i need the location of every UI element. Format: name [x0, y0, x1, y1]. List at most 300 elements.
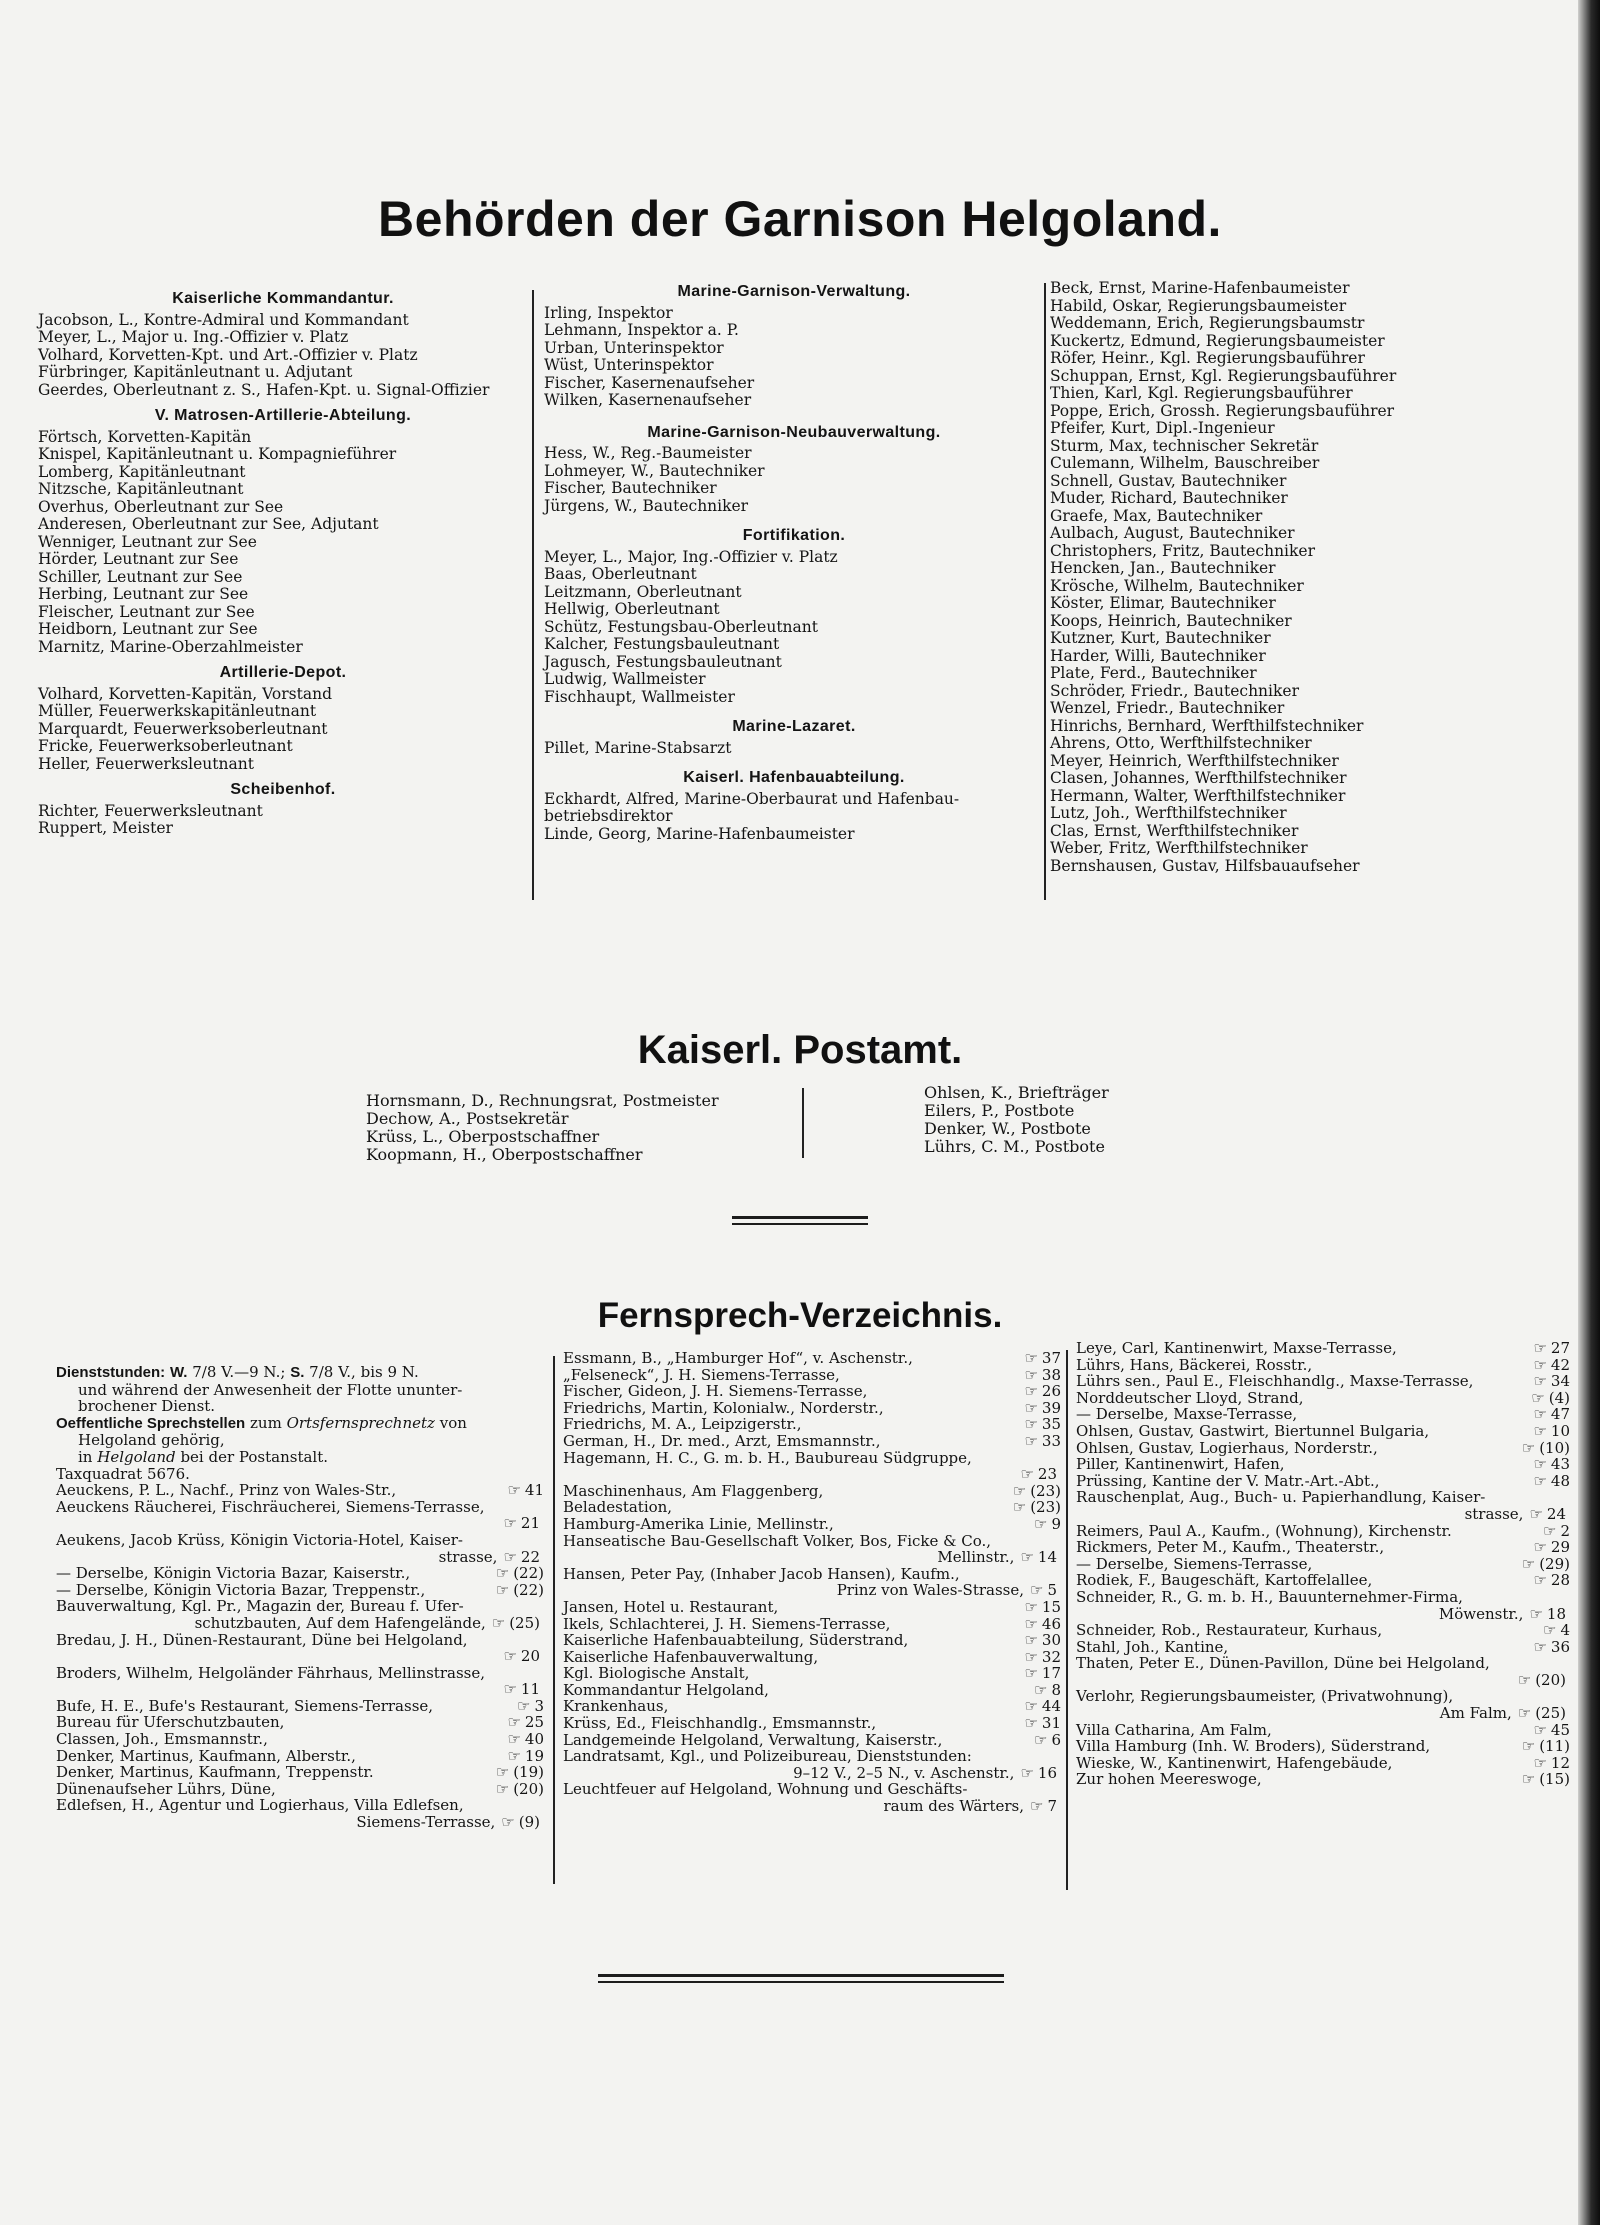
list-item: Overhus, Oberleutnant zur See	[38, 497, 284, 516]
list-item: Wüst, Unterinspektor	[544, 356, 714, 374]
phone-number	[1028, 1732, 1061, 1749]
phone-entry	[1076, 1523, 1570, 1540]
phone-entry-text: Piller, Kantinenwirt, Hafen,	[1076, 1455, 1285, 1474]
column-1	[38, 290, 528, 838]
list-item: Hinrichs, Bernhard, Werfthilfstechniker	[1050, 716, 1364, 735]
divider-rule-lower	[598, 1974, 1004, 1977]
sprechstellen-end: von	[439, 1413, 467, 1432]
phone-entry	[563, 1416, 1061, 1433]
phone-entry-text: — Derselbe, Maxse-Terrasse,	[1076, 1405, 1298, 1424]
list-item: Jacobson, L., Kontre-Admiral und Kommandant	[38, 310, 409, 329]
column-3	[1050, 280, 1550, 875]
phone-number-value: 25	[524, 1713, 544, 1732]
phone-entry	[1076, 1373, 1570, 1390]
phone-number	[1018, 1416, 1061, 1433]
list-item: Ohlsen, K., Briefträger	[924, 1083, 1109, 1102]
list-item: Bernshausen, Gustav, Hilfsbauaufseher	[1050, 856, 1360, 875]
phone-entry	[563, 1682, 1061, 1699]
list-kommandantur	[38, 312, 528, 400]
phone-hand-icon: ☞	[1024, 1714, 1038, 1733]
list-item: Koops, Heinrich, Bautechniker	[1050, 611, 1292, 630]
phone-number	[497, 1514, 540, 1532]
list-item: Aulbach, August, Bautechniker	[1050, 524, 1295, 542]
sprechstellen-in: in	[78, 1447, 93, 1466]
phone-entry-text: Thaten, Peter E., Dünen-Pavillon, Düne bei Helgoland,	[1076, 1654, 1490, 1673]
phone-entry-text: Landgemeinde Helgoland, Verwaltung, Kaiserstr.,	[563, 1730, 943, 1749]
list-item: Jürgens, W., Bautechniker	[544, 496, 749, 515]
list-item: Thien, Karl, Kgl. Regierungsbauführer	[1050, 384, 1353, 402]
dienststunden-w: W.	[169, 1364, 188, 1381]
phone-number	[501, 1731, 544, 1748]
sprechstellen-cont-2	[56, 1449, 544, 1466]
phone-number	[1527, 1722, 1570, 1739]
heading-kommandantur: Kaiserliche Kommandantur.	[172, 290, 394, 307]
phone-entry-text: Schneider, Rob., Restaurateur, Kurhaus,	[1076, 1621, 1383, 1640]
list-item: Lehmann, Inspektor a. P.	[544, 321, 739, 339]
list-item: Hess, W., Reg.-Baumeister	[544, 444, 752, 462]
phone-hand-icon: ☞	[1533, 1471, 1547, 1490]
phone-entry-text: Kaiserliche Hafenbauabteilung, Süderstrand,	[563, 1631, 909, 1650]
list-item: Fricke, Feuerwerksoberleutnant	[38, 737, 293, 755]
sprechstellen-mid: zum	[250, 1413, 282, 1432]
list-item: Heidborn, Leutnant zur See	[38, 620, 258, 638]
phone-number-value: 24	[1546, 1504, 1566, 1523]
phone-hand-icon: ☞	[503, 1547, 517, 1566]
dienststunden-s: S.	[290, 1364, 305, 1381]
phone-entry	[563, 1599, 1061, 1616]
list-item: Hörder, Leutnant zur See	[38, 550, 239, 568]
phone-number	[490, 1764, 544, 1781]
phone-hand-icon: ☞	[1533, 1421, 1547, 1440]
phone-hand-icon: ☞	[1024, 1664, 1038, 1683]
phone-hand-icon: ☞	[1521, 1438, 1536, 1457]
phone-entry	[56, 1549, 544, 1566]
phone-entry	[1076, 1738, 1570, 1755]
phone-number	[1516, 1771, 1570, 1788]
phone-hand-icon: ☞	[1517, 1704, 1532, 1723]
phone-hand-icon: ☞	[503, 1514, 517, 1533]
phone-hand-icon: ☞	[1012, 1481, 1027, 1500]
phone-entry-text: Aeuckens Räucherei, Fischräucherei, Siemens-Terrasse,	[56, 1497, 485, 1516]
list-item: Dechow, A., Postsekretär	[366, 1109, 569, 1128]
fernsprech-title: Fernsprech-Verzeichnis.	[597, 1296, 1003, 1335]
list-postamt-left	[366, 1092, 786, 1164]
phone-hand-icon: ☞	[507, 1713, 521, 1732]
list-item: Krüss, L., Oberpostschaffner	[366, 1127, 600, 1146]
list-item: Meyer, Heinrich, Werfthilfstechniker	[1050, 751, 1339, 770]
phone-entry-text: Hansen, Peter Pay, (Inhaber Jacob Hansen), Kaufm.,	[563, 1564, 960, 1583]
divider-rule-upper-2	[732, 1223, 868, 1225]
phone-entry-text: Edlefsen, H., Agentur und Logierhaus, Villa Edlefsen,	[56, 1796, 464, 1815]
phone-hand-icon: ☞	[1024, 1365, 1038, 1384]
phone-hand-icon: ☞	[1533, 1455, 1547, 1474]
phone-entry	[56, 1764, 544, 1781]
phone-number	[1512, 1671, 1566, 1689]
phone-entry	[56, 1665, 544, 1682]
phone-number	[1527, 1539, 1570, 1556]
sprechstellen-label: Oeffentliche Sprechstellen	[56, 1414, 246, 1432]
phone-number-value: (11)	[1539, 1737, 1570, 1756]
phone-entry	[56, 1499, 544, 1516]
phone-list-2	[563, 1350, 1061, 1815]
fernsprech-column-1	[56, 1364, 544, 1831]
list-hafenbau-staff	[1050, 280, 1550, 875]
phone-entry	[56, 1814, 544, 1831]
list-item: Clas, Ernst, Werfthilfstechniker	[1050, 821, 1299, 840]
list-item: Ruppert, Meister	[38, 819, 173, 837]
phone-number	[1018, 1616, 1061, 1633]
list-item: Schuppan, Ernst, Kgl. Regierungsbauführer	[1050, 366, 1397, 385]
list-item: Kuckertz, Edmund, Regierungsbaumeister	[1050, 331, 1385, 350]
phone-entry	[56, 1632, 544, 1649]
phone-hand-icon: ☞	[1020, 1465, 1034, 1484]
phone-entry	[56, 1582, 544, 1599]
phone-number-value: (23)	[1030, 1498, 1061, 1517]
phone-entry	[1076, 1440, 1570, 1457]
phone-entry-text: Lührs, Hans, Bäckerei, Rosstr.,	[1076, 1355, 1313, 1374]
list-item: Hellwig, Oberleutnant	[544, 600, 720, 618]
phone-entry-text: „Felseneck“, J. H. Siemens-Terrasse,	[563, 1365, 840, 1384]
sprechstellen-line	[56, 1415, 544, 1433]
phone-number	[1024, 1581, 1057, 1599]
phone-entry	[563, 1566, 1061, 1583]
phone-entry-text: Bufe, H. E., Bufe's Restaurant, Siemens-Terrasse,	[56, 1696, 434, 1715]
phone-entry-text: Hamburg-Amerika Linie, Mellinstr.,	[563, 1514, 834, 1533]
list-item: Fischer, Bautechniker	[544, 479, 717, 497]
phone-number	[1014, 1548, 1057, 1566]
phone-number-value: 43	[1550, 1455, 1570, 1474]
list-item: Hencken, Jan., Bautechniker	[1050, 559, 1276, 577]
divider-rule-lower-2	[598, 1981, 1004, 1983]
phone-number-value: 9	[1051, 1514, 1061, 1533]
phone-number	[1523, 1605, 1566, 1623]
list-scheibenhof	[38, 803, 528, 838]
phone-entry	[56, 1615, 544, 1632]
phone-entry-text: Denker, Martinus, Kaufmann, Treppenstr.	[56, 1763, 374, 1782]
list-matrosen-artillerie	[38, 429, 528, 657]
phone-entry-text: Beladestation,	[563, 1498, 673, 1517]
phone-number-value: 21	[520, 1514, 540, 1533]
phone-number-value: (25)	[1535, 1704, 1566, 1723]
phone-entry	[563, 1765, 1061, 1782]
phone-entry-text: Rodiek, F., Baugeschäft, Kartoffelallee,	[1076, 1571, 1373, 1590]
phone-entry-text: Villa Hamburg (Inh. W. Broders), Süderstrand,	[1076, 1737, 1431, 1756]
phone-entry-text: strasse,	[438, 1547, 498, 1566]
phone-number	[1527, 1639, 1570, 1656]
phone-number	[1527, 1406, 1570, 1423]
list-item: Volhard, Korvetten-Kpt. und Art.-Offizier v. Platz	[38, 345, 418, 364]
phone-number	[1018, 1632, 1061, 1649]
phone-number-value: (4)	[1548, 1388, 1570, 1407]
column-divider-1	[532, 290, 534, 900]
scan-edge-shadow	[1578, 0, 1600, 2225]
phone-number	[511, 1698, 544, 1715]
postamt-left	[366, 1092, 786, 1164]
phone-hand-icon: ☞	[1533, 1339, 1547, 1357]
list-item: Ahrens, Otto, Werfthilfstechniker	[1050, 734, 1312, 752]
phone-entry	[1076, 1622, 1570, 1639]
list-item: Herbing, Leutnant zur See	[38, 585, 249, 603]
phone-entry	[563, 1383, 1061, 1400]
phone-number-value: 16	[1037, 1763, 1057, 1782]
phone-number-value: 47	[1550, 1405, 1570, 1424]
phone-number	[1516, 1738, 1570, 1755]
phone-entry-text: Ohlsen, Gustav, Logierhaus, Norderstr.,	[1076, 1438, 1378, 1457]
phone-hand-icon: ☞	[1030, 1581, 1044, 1600]
phone-entry-text: German, H., Dr. med., Arzt, Emsmannstr.,	[563, 1431, 881, 1450]
list-item: Culemann, Wilhelm, Bauschreiber	[1050, 454, 1320, 472]
phone-entry-text: Kaiserliche Hafenbauverwaltung,	[563, 1647, 819, 1666]
phone-entry	[56, 1681, 544, 1698]
list-item: Weddemann, Erich, Regierungsbaumstr	[1050, 314, 1365, 332]
phone-number-value: 28	[1550, 1571, 1570, 1590]
phone-number	[1527, 1373, 1570, 1390]
list-item: Koopmann, H., Oberpostschaffner	[366, 1145, 643, 1164]
phone-entry-text: — Derselbe, Siemens-Terrasse,	[1076, 1554, 1313, 1573]
phone-entry-text: Leye, Carl, Kantinenwirt, Maxse-Terrasse,	[1076, 1339, 1397, 1357]
list-item: Weber, Fritz, Werfthilfstechniker	[1050, 839, 1308, 857]
phone-entry-text: Stahl, Joh., Kantine,	[1076, 1637, 1229, 1656]
sprechstellen-netz: Ortsfernsprechnetz	[286, 1413, 435, 1432]
fernsprech-divider-2	[1066, 1350, 1068, 1890]
phone-hand-icon: ☞	[517, 1696, 531, 1715]
list-postamt-right	[924, 1084, 1244, 1156]
phone-hand-icon: ☞	[1521, 1554, 1536, 1573]
heading-artillerie-depot: Artillerie-Depot.	[219, 664, 347, 681]
phone-entry	[56, 1515, 544, 1532]
phone-hand-icon: ☞	[1020, 1763, 1034, 1782]
phone-entry	[563, 1483, 1061, 1500]
list-item: Schröder, Friedr., Bautechniker	[1050, 681, 1299, 700]
phone-entry-text: Landratsamt, Kgl., und Polizeibureau, Dienststunden:	[563, 1747, 972, 1766]
dienststunden-s-text: 7/8 V., bis 9 N.	[309, 1363, 419, 1381]
phone-entry	[56, 1714, 544, 1731]
phone-number	[1537, 1523, 1570, 1540]
phone-number-value: (22)	[513, 1564, 544, 1583]
phone-number-value: (20)	[1535, 1670, 1566, 1689]
phone-hand-icon: ☞	[495, 1779, 510, 1798]
phone-number	[1018, 1367, 1061, 1384]
phone-entry	[563, 1698, 1061, 1715]
phone-entry-text: Reimers, Paul A., Kaufm., (Wohnung), Kirchenstr.	[1076, 1521, 1452, 1540]
list-item: Fleischer, Leutnant zur See	[38, 602, 255, 621]
dienststunden-cont-2: brochener Dienst.	[78, 1397, 216, 1416]
phone-entry	[1076, 1556, 1570, 1573]
phone-entry	[1076, 1589, 1570, 1606]
phone-number	[501, 1714, 544, 1731]
list-item: Schiller, Leutnant zur See	[38, 567, 243, 586]
list-item: Beck, Ernst, Marine-Hafenbaumeister	[1050, 279, 1350, 297]
phone-number	[1024, 1797, 1057, 1815]
taxquadrat: Taxquadrat 5676.	[56, 1464, 190, 1483]
phone-entry	[563, 1748, 1061, 1765]
list-item: Graefe, Max, Bautechniker	[1050, 506, 1263, 525]
list-item: Christophers, Fritz, Bautechniker	[1050, 541, 1315, 560]
list-item: Habild, Oskar, Regierungsbaumeister	[1050, 296, 1347, 315]
phone-entry	[563, 1516, 1061, 1533]
phone-number	[1018, 1698, 1061, 1715]
fernsprech-divider-1	[553, 1356, 555, 1884]
list-item: Muder, Richard, Bautechniker	[1050, 489, 1288, 507]
phone-entry-text: Jansen, Hotel u. Restaurant,	[563, 1597, 779, 1616]
phone-hand-icon: ☞	[1030, 1797, 1044, 1816]
phone-hand-icon: ☞	[1034, 1514, 1048, 1533]
phone-hand-icon: ☞	[491, 1613, 506, 1632]
list-item: Harder, Willi, Bautechniker	[1050, 646, 1266, 665]
phone-entry	[1076, 1771, 1570, 1788]
phone-hand-icon: ☞	[1533, 1571, 1547, 1590]
phone-number	[1523, 1505, 1566, 1523]
phone-number-value: 5	[1047, 1581, 1057, 1600]
phone-number-value: (22)	[513, 1580, 544, 1599]
phone-list-3	[1076, 1340, 1570, 1788]
phone-number-value: 44	[1041, 1697, 1061, 1716]
phone-entry-text: Bureau für Uferschutzbauten,	[56, 1713, 285, 1732]
phone-entry	[56, 1482, 544, 1499]
phone-entry-text: Möwenstr.,	[1438, 1604, 1524, 1623]
phone-hand-icon: ☞	[1020, 1548, 1034, 1567]
phone-entry	[1076, 1672, 1570, 1689]
postamt-divider	[802, 1088, 804, 1158]
phone-hand-icon: ☞	[1533, 1637, 1547, 1656]
phone-hand-icon: ☞	[1034, 1680, 1048, 1699]
phone-entry	[563, 1616, 1061, 1633]
phone-number	[1525, 1390, 1570, 1407]
phone-number-value: 48	[1550, 1471, 1570, 1490]
heading-fortifikation: Fortifikation.	[742, 527, 846, 544]
phone-number-value: 7	[1047, 1797, 1057, 1816]
phone-number-value: 45	[1550, 1720, 1570, 1739]
phone-entry	[1076, 1406, 1570, 1423]
phone-hand-icon: ☞	[1024, 1597, 1038, 1616]
phone-number	[1527, 1357, 1570, 1374]
phone-hand-icon: ☞	[495, 1564, 510, 1583]
phone-entry-text: Siemens-Terrasse,	[356, 1813, 496, 1832]
list-item: Urban, Unterinspektor	[544, 338, 724, 357]
list-item: Kalcher, Festungsbauleutnant	[544, 635, 780, 653]
phone-number-value: (23)	[1030, 1481, 1061, 1500]
phone-number	[497, 1548, 540, 1566]
phone-entry-text: Hagemann, H. C., G. m. b. H., Baubureau Südgruppe,	[563, 1448, 972, 1467]
list-marine-lazaret	[544, 740, 1044, 758]
phone-entry	[1076, 1539, 1570, 1556]
list-hafenbauabteilung	[544, 791, 1044, 844]
list-item: Wenzel, Friedr., Bautechniker	[1050, 699, 1285, 717]
fernsprech-column-3	[1076, 1340, 1570, 1788]
column-2	[544, 283, 1044, 843]
phone-entry-text: Mellinstr.,	[937, 1548, 1015, 1567]
phone-hand-icon: ☞	[503, 1680, 517, 1699]
phone-number	[1527, 1340, 1570, 1357]
phone-number-value: 18	[1546, 1604, 1566, 1623]
phone-number	[501, 1482, 544, 1499]
phone-number	[1018, 1400, 1061, 1417]
list-fortifikation	[544, 549, 1044, 707]
phone-number-value: 32	[1041, 1647, 1061, 1666]
phone-entry-text: Friedrichs, M. A., Leipzigerstr.,	[563, 1415, 802, 1434]
phone-number	[1512, 1704, 1566, 1722]
phone-hand-icon: ☞	[1543, 1521, 1557, 1540]
phone-hand-icon: ☞	[1533, 1355, 1547, 1374]
phone-number-value: 17	[1041, 1664, 1061, 1683]
phone-entry-text: Am Falm,	[1439, 1704, 1512, 1723]
phone-entry	[563, 1533, 1061, 1550]
phone-entry-text: Fischer, Gideon, J. H. Siemens-Terrasse,	[563, 1382, 868, 1401]
list-garnison-verwaltung	[544, 305, 1044, 410]
phone-number	[1537, 1622, 1570, 1639]
phone-entry	[563, 1649, 1061, 1666]
list-item: Förtsch, Korvetten-Kapitän	[38, 427, 252, 446]
phone-entry	[1076, 1639, 1570, 1656]
phone-entry	[563, 1549, 1061, 1566]
list-item: Meyer, L., Major u. Ing.-Offizier v. Platz	[38, 328, 349, 346]
phone-hand-icon: ☞	[1024, 1431, 1038, 1450]
phone-number-value: 34	[1550, 1372, 1570, 1391]
sprechstellen-postanstalt: bei der Postanstalt.	[180, 1447, 329, 1466]
list-item: Richter, Feuerwerksleutnant	[38, 801, 263, 820]
phone-entry-text: Maschinenhaus, Am Flaggenberg,	[563, 1481, 824, 1500]
phone-number-value: 30	[1041, 1631, 1061, 1650]
phone-entry	[1076, 1456, 1570, 1473]
divider-rule-upper	[732, 1216, 868, 1219]
phone-number-value: 23	[1037, 1465, 1057, 1484]
phone-entry-text: Zur hohen Meereswoge,	[1076, 1770, 1262, 1789]
list-item: Lohmeyer, W., Bautechniker	[544, 461, 765, 480]
phone-hand-icon: ☞	[1533, 1372, 1547, 1391]
phone-entry	[1076, 1705, 1570, 1722]
list-item: Fischhaupt, Wallmeister	[544, 687, 735, 706]
phone-entry	[563, 1466, 1061, 1483]
phone-number	[1516, 1440, 1570, 1457]
phone-number	[1007, 1499, 1061, 1516]
sprechstellen-cont-1: Helgoland gehörig,	[78, 1431, 225, 1450]
phone-entry	[1076, 1655, 1570, 1672]
phone-entry	[563, 1665, 1061, 1682]
list-item: betriebsdirektor	[544, 807, 673, 825]
list-item: Baas, Oberleutnant	[544, 565, 697, 583]
phone-entry-text: Leuchtfeuer auf Helgoland, Wohnung und Geschäfts-	[563, 1780, 968, 1799]
list-item: Linde, Georg, Marine-Hafenbaumeister	[544, 824, 855, 843]
dienststunden-cont-1: und während der Anwesenheit der Flotte ununter-	[78, 1380, 463, 1399]
list-item: Lührs, C. M., Postbote	[924, 1137, 1105, 1156]
list-item: Pillet, Marine-Stabsarzt	[544, 738, 732, 757]
phone-number	[501, 1748, 544, 1765]
phone-number-value: 41	[524, 1481, 544, 1500]
phone-hand-icon: ☞	[1543, 1621, 1557, 1640]
phone-entry	[1076, 1489, 1570, 1506]
phone-number-value: 46	[1041, 1614, 1061, 1633]
phone-number	[1007, 1483, 1061, 1500]
phone-entry-text: Friedrichs, Martin, Kolonialw., Norderstr.,	[563, 1398, 884, 1417]
phone-entry-text: Krüss, Ed., Fleischhandlg., Emsmannstr.,	[563, 1714, 877, 1733]
list-item: Köster, Elimar, Bautechniker	[1050, 594, 1276, 612]
list-item: Meyer, L., Major, Ing.-Offizier v. Platz	[544, 547, 838, 566]
phone-number	[1527, 1755, 1570, 1772]
phone-hand-icon: ☞	[507, 1481, 521, 1500]
postamt-title: Kaiserl. Postamt.	[637, 1028, 963, 1072]
phone-entry	[1076, 1688, 1570, 1705]
phone-entry-text: Verlohr, Regierungsbaumeister, (Privatwohnung),	[1076, 1687, 1454, 1706]
phone-number-value: 27	[1550, 1339, 1570, 1357]
phone-number	[1014, 1465, 1057, 1483]
phone-number	[1018, 1599, 1061, 1616]
phone-number	[486, 1614, 540, 1632]
list-item: Schnell, Gustav, Bautechniker	[1050, 471, 1287, 490]
phone-entry	[56, 1565, 544, 1582]
list-item: Pfeifer, Kurt, Dipl.-Ingenieur	[1050, 419, 1275, 437]
list-item: Geerdes, Oberleutnant z. S., Hafen-Kpt. u. Signal-Offizier	[38, 380, 490, 399]
phone-number-value: 26	[1041, 1382, 1061, 1401]
